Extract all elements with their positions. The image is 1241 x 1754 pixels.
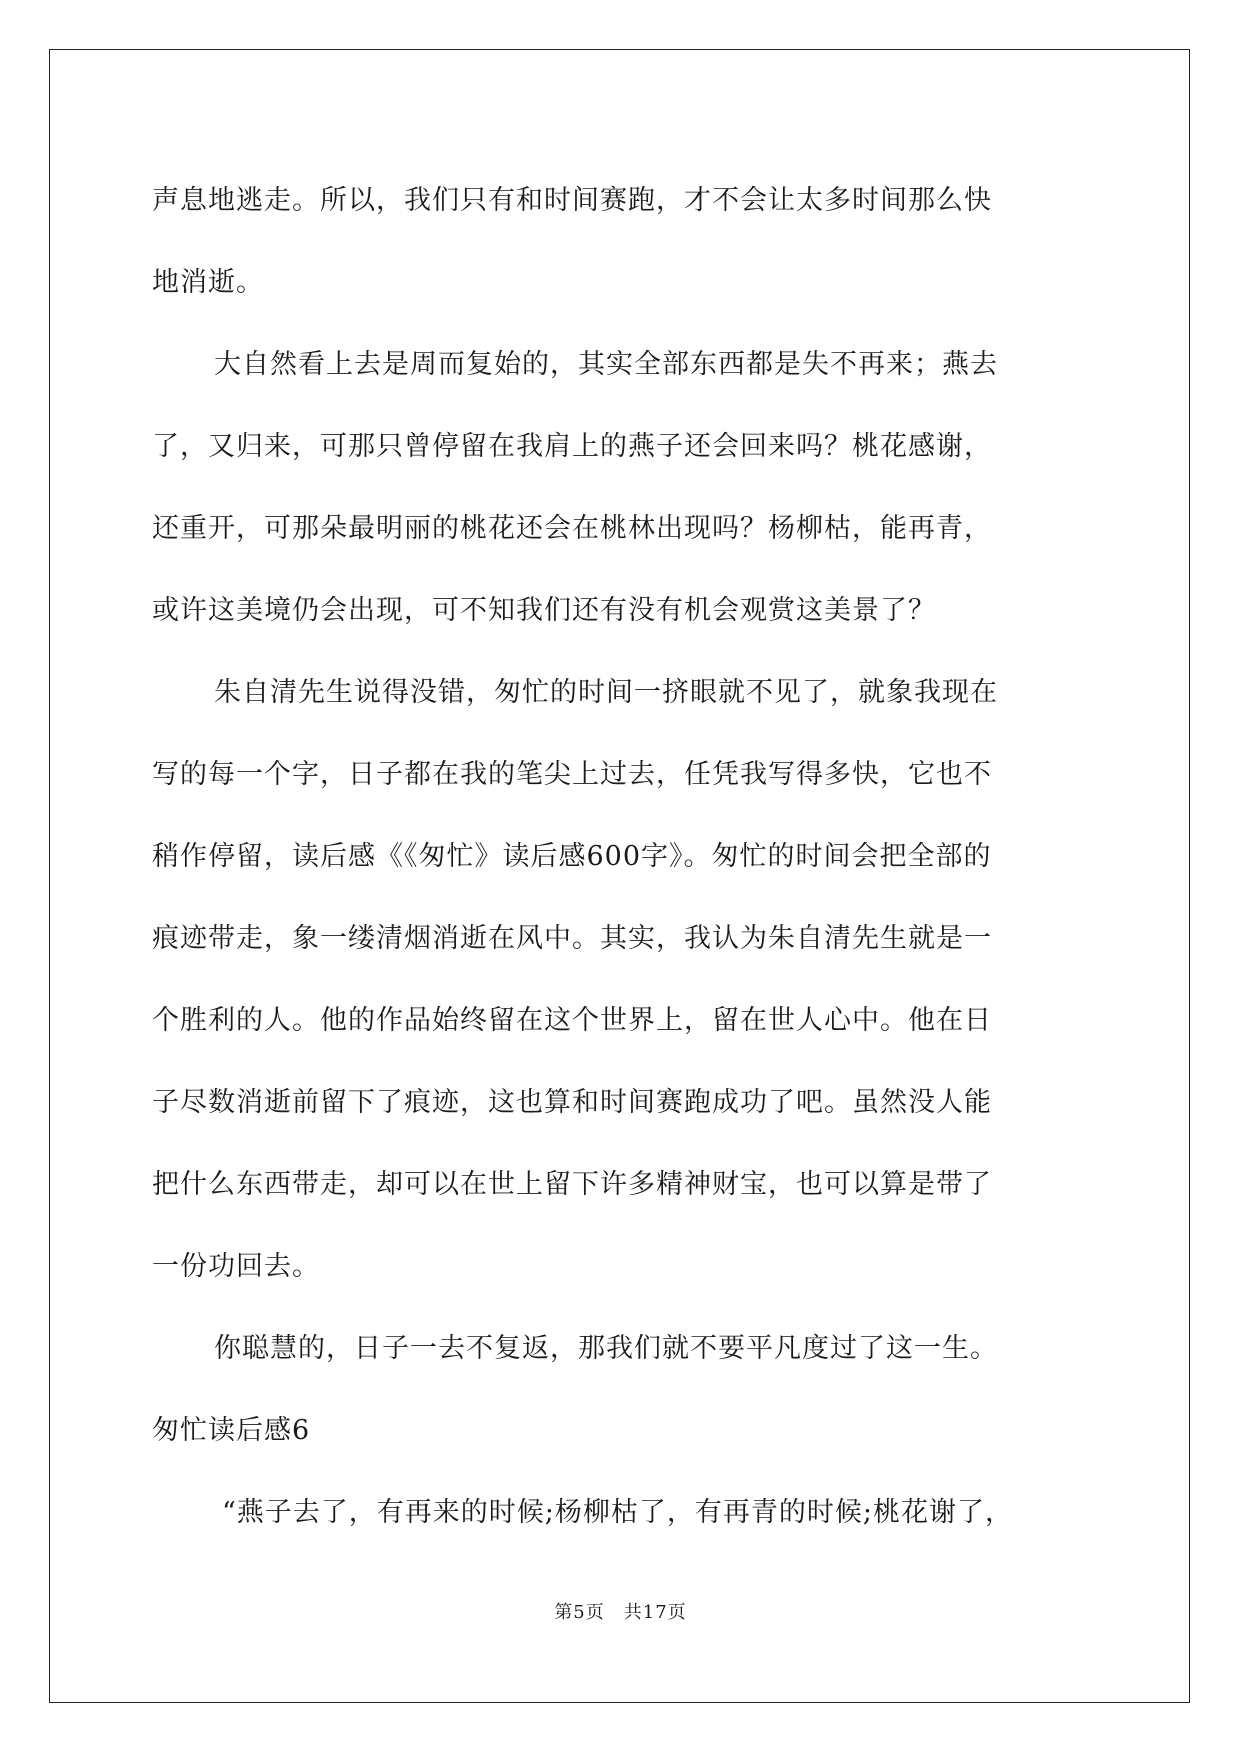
text-line: 个胜利的人。他的作品始终留在这个世界上，留在世人心中。他在日 [152, 1005, 992, 1036]
body-text [152, 160, 1092, 1554]
text-line: 子尽数消逝前留下了痕迹，这也算和时间赛跑成功了吧。虽然没人能 [152, 1087, 992, 1118]
text-line: 或许这美境仍会出现，可不知我们还有没有机会观赏这美景了？ [152, 595, 936, 626]
text-line: 一份功回去。 [152, 1251, 320, 1282]
text-line: 写的每一个字，日子都在我的笔尖上过去，任凭我写得多快，它也不 [152, 759, 992, 790]
text-line: 地消逝。 [152, 267, 264, 298]
page-number: 第5页 共17页 [554, 1602, 687, 1623]
section-heading: 匆忙读后感6 [152, 1415, 311, 1446]
paragraph-start-line: 你聪慧的，日子一去不复返，那我们就不要平凡度过了这一生。 [214, 1333, 998, 1364]
text-line: 了，又归来，可那只曾停留在我肩上的燕子还会回来吗？桃花感谢， [152, 431, 992, 462]
text-line: 把什么东西带走，却可以在世上留下许多精神财宝，也可以算是带了 [152, 1169, 992, 1200]
quote-line: “燕子去了，有再来的时候;杨柳枯了，有再青的时候;桃花谢了， [222, 1497, 1013, 1528]
page-footer [0, 1598, 1241, 1624]
paragraph-start-line: 朱自清先生说得没错，匆忙的时间一挤眼就不见了，就象我现在 [214, 677, 998, 708]
text-line: 痕迹带走，象一缕清烟消逝在风中。其实，我认为朱自清先生就是一 [152, 923, 992, 954]
text-line: 还重开，可那朵最明丽的桃花还会在桃林出现吗？杨柳枯，能再青， [152, 513, 992, 544]
paragraph-start-line: 大自然看上去是周而复始的，其实全部东西都是失不再来；燕去 [214, 349, 998, 380]
text-line: 稍作停留，读后感《《匆忙》读后感600字》。匆忙的时间会把全部的 [152, 841, 992, 872]
text-line: 声息地逃走。所以，我们只有和时间赛跑，才不会让太多时间那么快 [152, 185, 992, 216]
